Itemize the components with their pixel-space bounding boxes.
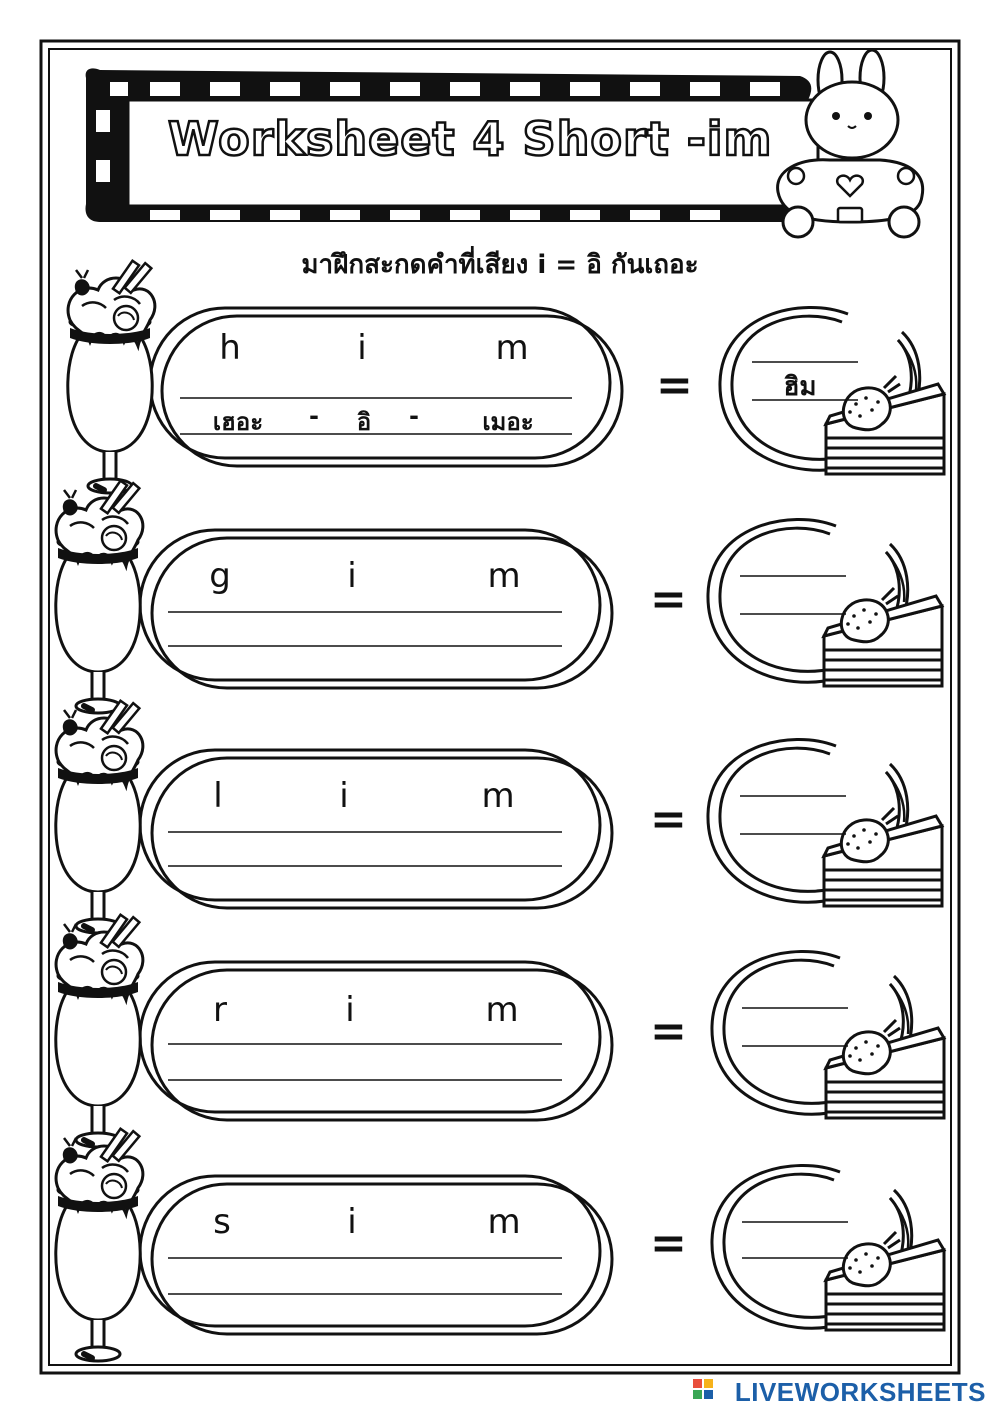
row-1-letter-1: h	[219, 328, 241, 368]
row-5-answer-input[interactable]	[744, 1228, 852, 1256]
row-4-spelling-input[interactable]	[172, 1050, 564, 1078]
row-4-letter-3: m	[485, 990, 519, 1030]
liveworksheets-brand[interactable]: LIVEWORKSHEETS	[734, 1377, 986, 1407]
row-5-letter-2: i	[347, 1202, 357, 1242]
row-3-letter-3: m	[481, 776, 515, 816]
row-1-letter-3: m	[495, 328, 529, 368]
row-3-equals-sign: =	[650, 794, 687, 845]
page-title: Worksheet 4 Short -im	[168, 112, 773, 166]
row-1-spelling-dash-2: -	[409, 402, 419, 430]
row-5-letter-1: s	[213, 1202, 231, 1242]
row-4-answer-input[interactable]	[744, 1014, 852, 1042]
row-1-spelling-dash-1: -	[309, 402, 319, 430]
row-1-equals-sign: =	[656, 360, 693, 411]
liveworksheets-logo-icon	[693, 1379, 713, 1399]
row-4-letter-1: r	[213, 990, 227, 1030]
row-1-spelling-2: อิ	[356, 408, 372, 436]
row-3-answer-input[interactable]	[742, 802, 850, 830]
row-1-spelling-1: เฮอะ	[212, 408, 264, 436]
row-1-spelling-3: เมอะ	[482, 408, 534, 436]
row-4-equals-sign: =	[650, 1006, 687, 1057]
row-2-letter-3: m	[487, 556, 521, 596]
row-5-letter-3: m	[487, 1202, 521, 1242]
row-3-spelling-input[interactable]	[172, 838, 564, 866]
row-5-equals-sign: =	[650, 1218, 687, 1269]
row-2-spelling-input[interactable]	[172, 618, 564, 646]
row-3-letter-2: i	[339, 776, 349, 816]
instruction-subtitle: มาฝึกสะกดคำที่เสียง i = อิ กันเถอะ	[301, 250, 699, 280]
row-1-letter-2: i	[357, 328, 367, 368]
row-2-answer-input[interactable]	[742, 582, 850, 610]
row-2-letter-1: g	[209, 556, 231, 596]
row-5-spelling-input[interactable]	[172, 1264, 564, 1292]
row-2-letter-2: i	[347, 556, 357, 596]
row-2-equals-sign: =	[650, 574, 687, 625]
row-3-letter-1: l	[213, 776, 223, 816]
row-4-letter-2: i	[345, 990, 355, 1030]
row-1-answer: ฮิม	[783, 372, 817, 402]
